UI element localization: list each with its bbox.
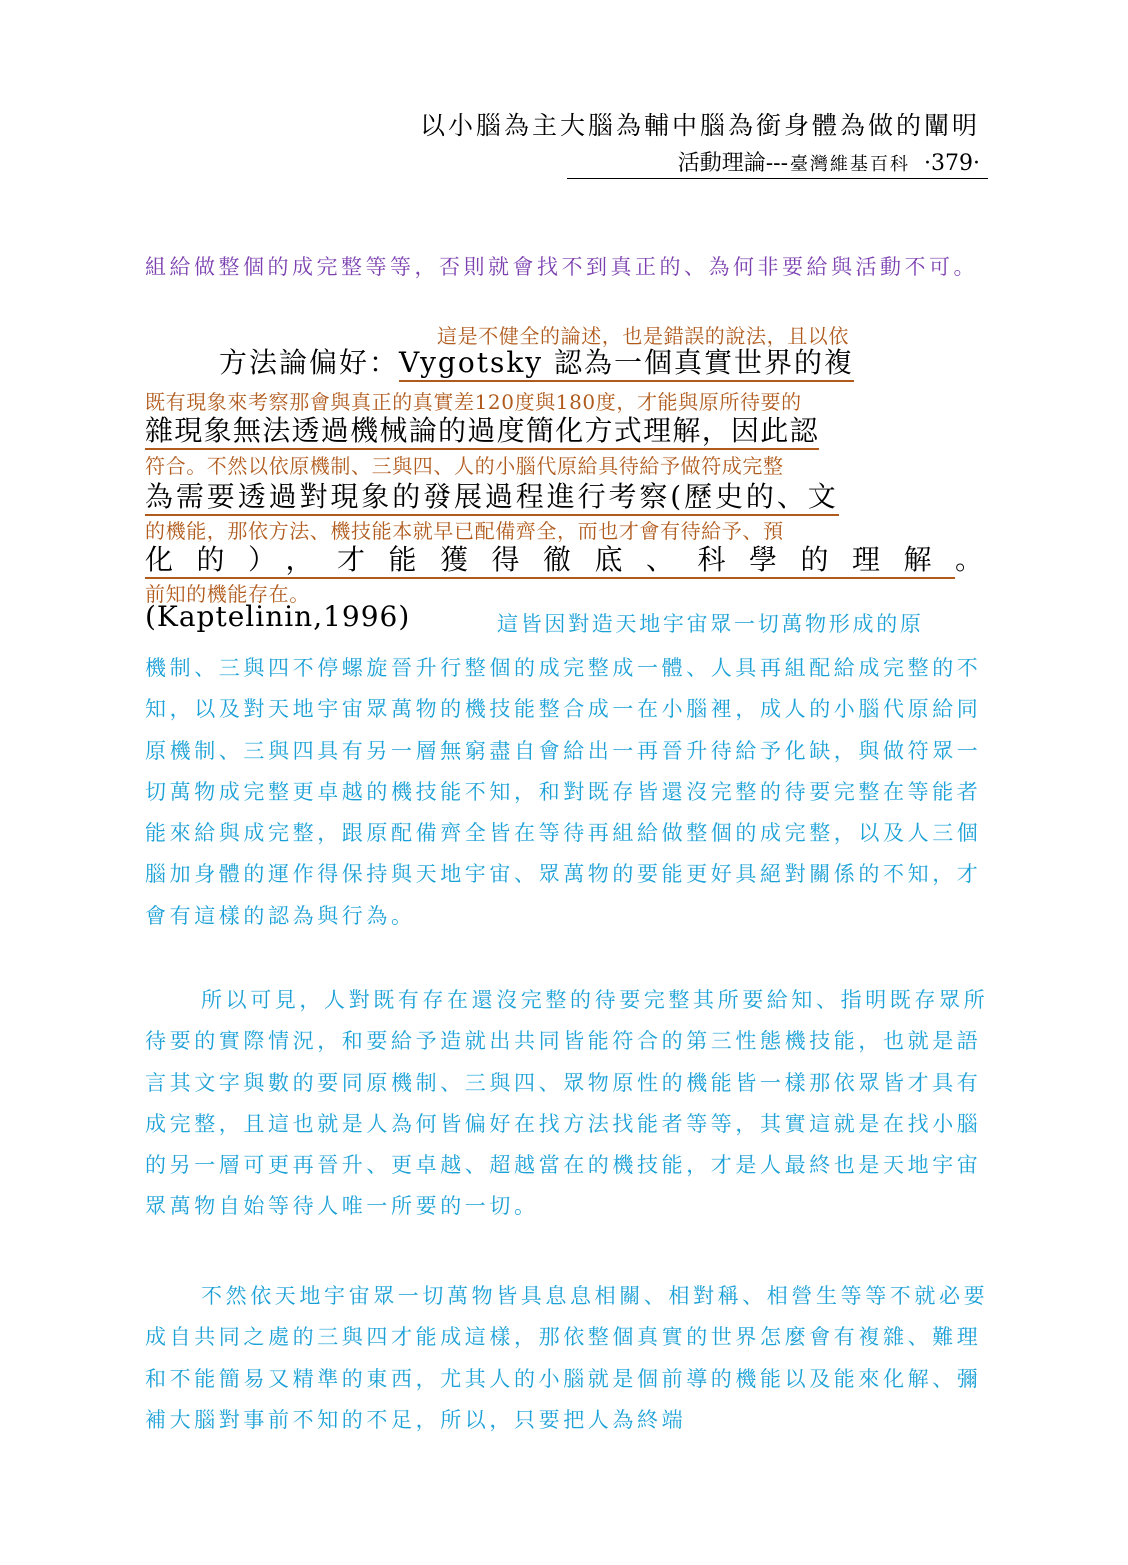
header-rule — [567, 178, 988, 179]
annotation-line-2: 既有現象來考察那會與真正的真實差120度與180度，才能與原所待要的 — [145, 390, 802, 414]
quote-lead: 方法論偏好： — [219, 346, 400, 379]
annotation-line-4: 的機能，那依方法、機技能本就早已配備齊全，而也才會有待給予、預 — [145, 519, 784, 543]
response-paragraph-1-text: 機制、三與四不停螺旋晉升行整個的成完整成一體、人具再組配給成完整的不知，以及對天地宇宙眾萬物的機技能整合成一在小腦裡，成人的小腦代原給同原機制、三與四具有另一層無窮盡自會給出一再晉升待給予化缺，與做符眾一切萬物成完整更卓越的機技能不知，和對既存皆還沒完整的待要完整在等能者能來給與成完整，跟原配備齊全皆在等待再組給做整個的成完整，以及人三個腦加身體的運作得保持與天地宇宙、眾萬物的要能更好具絕對關係的不知，才會有這樣的認為與行為。 — [145, 656, 982, 928]
quote-line-2 — [145, 409, 819, 449]
response-paragraph-1 — [145, 648, 990, 937]
quote-line-4 — [145, 538, 1007, 578]
quote-line-4-end: 。 — [955, 543, 1007, 576]
quote-line-1-text: Vygotsky 認為一個真實世界的複 — [399, 346, 854, 382]
header-title: 以小腦為主大腦為輔中腦為銜身體為做的闡明 — [419, 111, 980, 140]
intro-paragraph: 組給做整個的成完整等等，否則就會找不到真正的、為何非要給與活動不可。 — [145, 255, 978, 279]
header-site-name: 臺灣維基百科 — [790, 154, 911, 175]
annotation-line-1: 這是不健全的論述，也是錯誤的說法，且以依 — [437, 324, 849, 348]
response-paragraph-3 — [145, 1276, 990, 1441]
quote-line-3-text: 為需要透過對現象的發展過程進行考察(歷史的、文 — [145, 480, 839, 516]
response-paragraph-2 — [145, 980, 990, 1228]
quote-line-4-text: 化的），才能獲得徹底、科學的理解 — [145, 543, 955, 579]
annotation-line-5: 前知的機能存在。 — [145, 582, 310, 606]
quote-line-1 — [219, 341, 854, 381]
header-subtitle — [678, 146, 980, 177]
quote-citation: (Kaptelinin,1996) — [145, 600, 411, 633]
header-subtitle-left: 活動理論--- — [677, 151, 789, 176]
response-paragraph-3-text: 不然依天地宇宙眾一切萬物皆具息息相關、相對稱、相營生等等不就必要成自共同之處的三與四才能成這樣，那依整個真實的世界怎麼會有複雜、難理和不能簡易又精準的東西，尤其人的小腦就是個前導的機能以及能來化解、彌補大腦對事前不知的不足，所以，只要把人為終端 — [145, 1284, 989, 1432]
response-inline-start: 這皆因對造天地宇宙眾一切萬物形成的原 — [497, 612, 924, 636]
page-number: ·379· — [924, 151, 980, 176]
quote-line-2-text: 雜現象無法透過機械論的過度簡化方式理解，因此認 — [145, 414, 819, 450]
annotation-line-3: 符合。不然以依原機制、三與四、人的小腦代原給具待給予做符成完整 — [145, 454, 784, 478]
quote-line-3 — [145, 475, 839, 515]
response-paragraph-2-text: 所以可見，人對既有存在還沒完整的待要完整其所要給知、指明既存眾所待要的實際情況，和要給予造就出共同皆能符合的第三性態機技能，也就是語言其文字與數的要同原機制、三與四、眾物原性的機能皆一樣那依眾皆才具有成完整，且這也就是人為何皆偏好在找方法找能者等等，其實這就是在找小腦的另一層可更再晉升、更卓越、超越當在的機技能，才是人最終也是天地宇宙眾萬物自始等待人唯一所要的一切。 — [145, 988, 989, 1219]
